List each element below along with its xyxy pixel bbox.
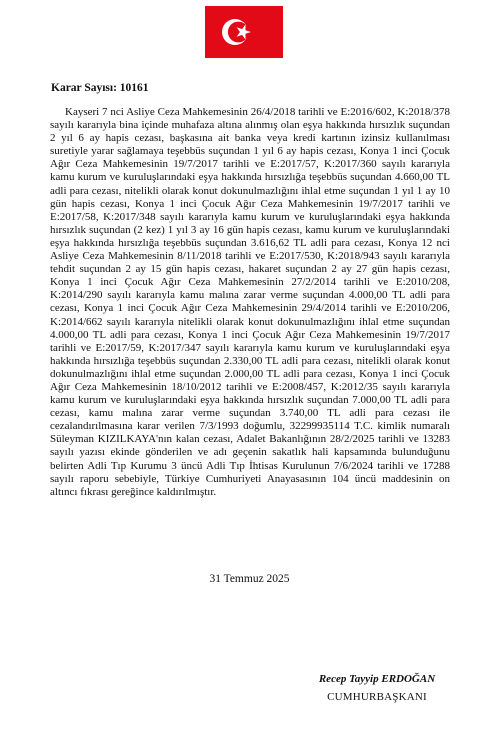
signer-title: CUMHURBAŞKANI	[327, 691, 427, 703]
signer-name: Recep Tayyip ERDOĞAN	[318, 673, 436, 685]
turkish-flag-icon	[205, 6, 283, 58]
decision-body: Kayseri 7 nci Asliye Ceza Mahkemesinin 26/4/2018 tarihli ve E:2016/602, K:2018/378 sayılı kararıyla bina içinde muhafaza altına alınmış olan eşya hakkında hırsızlık suçundan 2 yıl 6 ay hapis cezası, başkasına ait banka veya kredi kartının izinsiz kullanılması suretiyle yarar sağlamaya teşebbüs suçundan 1 yıl 6 ay hapis cezası, Konya 1 inci Çocuk Ağır Ceza Mahkemesinin 19/7/2017 tarihli ve E:2017/57, K:2017/360 sayılı kararıyla kamu kurum ve kuruluşlarındaki eşya hakkında hırsızlığa teşebbüs suçundan 4.660,00 TL adli para cezası, nitelikli olarak konut dokunulmazlığını ihlal etme suçundan 1 yıl 1 ay 10 gün hapis cezası, Konya 1 inci Çocuk Ağır Ceza Mahkemesinin 19/7/2017 tarihli ve E:2017/58, K:2017/348 sayılı kararıyla kamu kurum ve kuruluşlarındaki eşya hakkında hırsızlık suçundan (2 kez) 1 yıl 3 ay 16 gün hapis cezası, kamu kurum ve kuruluşlarındaki eşya hakkında hırsızlığa teşebbüs suçundan 3.616,62 TL adli para cezası, Konya 12 nci Asliye Ceza Mahkemesinin 8/11/2018 tarihli ve E:2017/530, K:2018/943 sayılı kararıyla tehdit suçundan 2 ay 15 gün hapis cezası, hakaret suçundan 2 ay 27 gün hapis cezası, Konya 1 inci Çocuk Ağır Ceza Mahkemesinin 27/2/2014 tarihli ve E:2010/208, K:2014/290 sayılı kararıyla kamu malına zarar verme suçundan 4.000,00 TL adli para cezası, Konya 1 inci Çocuk Ağır Ceza Mahkemesinin 29/4/2014 tarihli ve E:2010/206, K:2014/662 sayılı kararıyla nitelikli olarak konut dokunulmazlığını ihlal etme suçundan 4.000,00 TL adli para cezası, Konya 1 inci Çocuk Ağır Ceza Mahkemesinin 19/7/2017 tarihli ve E:2017/59, K:2017/347 sayılı kararıyla kamu kurum ve kuruluşlarındaki eşya hakkında hırsızlığa teşebbüs suçundan 2.330,00 TL adli para cezası, nitelikli olarak konut dokunulmazlığını ihlal etme suçundan 2.000,00 TL adli para cezası, Konya 1 inci Çocuk Ağır Ceza Mahkemesinin 18/10/2012 tarihli ve E:2008/457, K:2012/35 sayılı kararıyla kamu kurum ve kuruluşlarındaki eşya hakkında hırsızlık suçundan 7.000,00 TL adli para cezası, kamu malına zarar verme suçundan 3.740,00 TL adli para cezası ile cezalandırılmasına karar verilen 7/3/1993 doğumlu, 32299935114 T.C. kimlik numaralı Süleyman KIZILKAYA'nın kalan cezası, Adalet Bakanlığının 28/2/2025 tarihli ve 13283 sayılı yazısı ekinde gönderilen ve adı geçenin sakatlık hali kapsamında bulunduğunu belirten Adli Tıp Kurumu 3 üncü Adli Tıp İhtisas Kurulunun 7/6/2024 tarihli ve 17288 sayılı raporu sebebiyle, Türkiye Cumhuriyeti Anayasasının 104 üncü maddesinin on altıncı fıkrası gereğince kaldırılmıştır.	[50, 106, 450, 498]
signature-block	[290, 673, 464, 703]
decision-number: Karar Sayısı: 10161	[51, 82, 149, 94]
decision-date: 31 Temmuz 2025	[209, 573, 290, 585]
